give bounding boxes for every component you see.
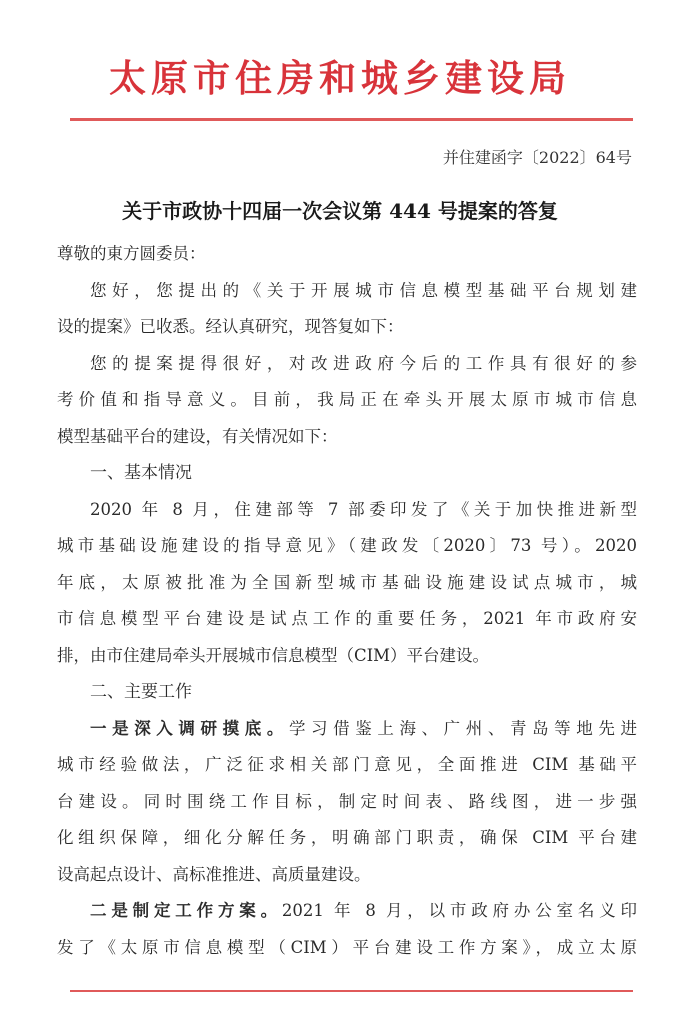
- salutation: 尊敬的東方圆委员：: [57, 244, 206, 263]
- paragraph-line: 化组织保障，细化分解任务，明确部门职责，确保 CIM 平台建: [57, 828, 637, 847]
- red-divider-bottom: [70, 990, 633, 992]
- letterhead-title: 太原市住房和城乡建设局: [109, 57, 571, 100]
- paragraph-line: 设的提案》已收悉。经认真研究，现答复如下：: [57, 317, 404, 336]
- paragraph-line: 模型基础平台的建设，有关情况如下：: [57, 426, 338, 446]
- section-heading: 一、基本情况: [90, 463, 192, 483]
- document-title: 关于市政协十四届一次会议第 444 号提案的答复: [122, 199, 558, 223]
- paragraph-text: 学习借鉴上海、广州、青岛等地先进: [288, 718, 638, 738]
- paragraph-line: 您的提案提得很好，对改进政府今后的工作具有很好的参: [90, 353, 637, 373]
- paragraph-line: 城市基础设施建设的指导意见》（建政发〔2020〕73 号）。2020: [57, 536, 637, 555]
- paragraph-line: 设高起点设计、高标准推进、高质量建设。: [57, 864, 371, 884]
- document-body: [57, 236, 637, 966]
- paragraph-line: 台建设。同时围绕工作目标，制定时间表、路线图，进一步强: [57, 791, 637, 811]
- paragraph-line: 城市经验做法，广泛征求相关部门意见，全面推进 CIM 基础平: [57, 755, 637, 774]
- section-heading: 二、主要工作: [90, 682, 192, 702]
- paragraph-lead: 一是深入调研摸底。: [90, 718, 289, 738]
- paragraph-line: 排，由市住建局牵头开展城市信息模型（CIM）平台建设。: [57, 645, 490, 665]
- paragraph-text: 2021 年 8 月，以市政府办公室名义印: [281, 901, 637, 920]
- paragraph-line: 您好，您提出的《关于开展城市信息模型基础平台规划建: [90, 280, 637, 300]
- paragraph-line: 考价值和指导意义。目前，我局正在牵头开展太原市城市信息: [57, 390, 637, 409]
- paragraph-line: 2020 年 8 月，住建部等 7 部委印发了《关于加快推进新型: [90, 499, 637, 519]
- paragraph-lead: 二是制定工作方案。: [90, 901, 282, 920]
- document-number: 并住建函字〔2022〕64号: [442, 148, 632, 167]
- paragraph-line: 年底，太原被批准为全国新型城市基础设施建设试点城市，城: [57, 572, 637, 592]
- paragraph-line: [57, 711, 637, 748]
- paragraph-line: 市信息模型平台建设是试点工作的重要任务，2021 年市政府安: [57, 609, 637, 628]
- paragraph-line: 发了《太原市信息模型（CIM）平台建设工作方案》，成立太原: [57, 937, 637, 957]
- paragraph-line: [57, 893, 637, 930]
- red-divider-top: [70, 118, 633, 121]
